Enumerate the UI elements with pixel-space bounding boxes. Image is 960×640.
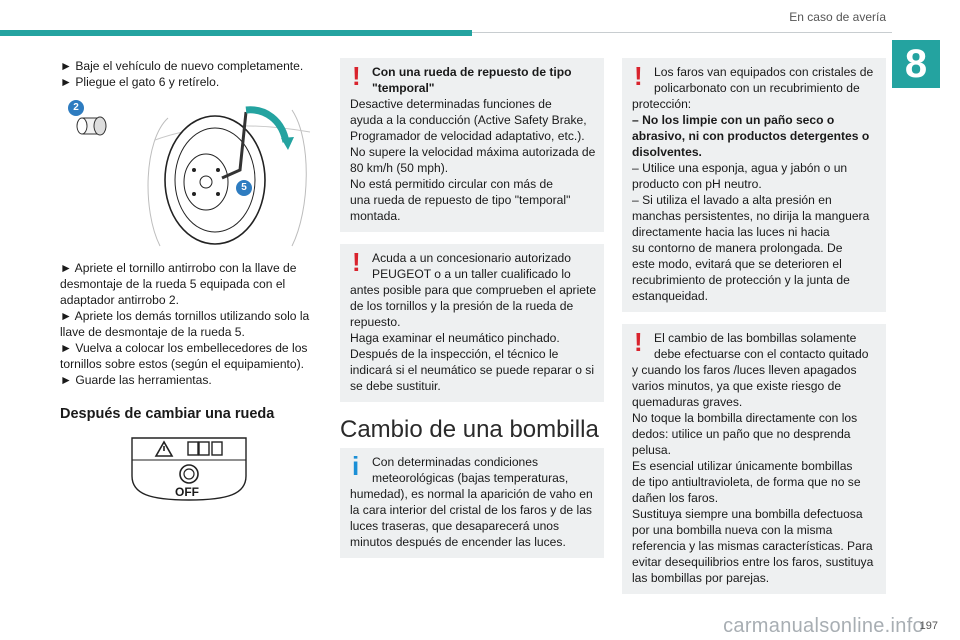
text-line: recubrimiento de protección y la junta de [632,273,850,287]
callout-5: 5 [236,180,252,196]
text-line: la cara interior del cristal de los faros y de las [350,503,592,517]
text-line: luces traseras, que desaparecerá unos [350,519,560,533]
step-line: ► Pliegue el gato 6 y retírelo. [60,75,220,89]
text-line: producto con pH neutro. [632,177,762,191]
warning-title-line: Con una rueda de repuesto de tipo [372,65,572,79]
callout-2: 2 [68,100,84,116]
text-line: policarbonato con un recubrimiento de [654,81,860,95]
text-line: Haga examinar el neumático pinchado. [350,331,560,345]
text-line: Es esencial utilizar únicamente bombillas [632,459,853,473]
step-line: ► Vuelva a colocar los embellecedores de los [60,341,308,355]
step-line: ► Guarde las herramientas. [60,373,212,387]
text-line: – Si utiliza el lavado a alta presión en [632,193,832,207]
text-line: 80 km/h (50 mph). [350,161,449,175]
column-left [60,58,318,502]
text-line: este modo, evitará que se deterioren el [632,257,842,271]
text-line: su contorno de manera prolongada. De [632,241,843,255]
bold-warning-line: disolventes. [632,145,702,159]
text-line: ayuda a la conducción (Active Safety Brake, [350,113,587,127]
warning-box-dealer [340,244,604,402]
step-line: ► Baje el vehículo de nuevo completamente. [60,59,304,73]
text-line: se debe sustituir. [350,379,441,393]
section-header-title: En caso de avería [789,10,886,24]
text-line: estanqueidad. [632,289,708,303]
info-icon: i [352,451,360,481]
text-line: de tipo antiultravioleta, de forma que no se [632,475,861,489]
text-line: indicará si el neumático se puede reparar o si [350,363,595,377]
warning-box-bulb-change [622,324,886,594]
text-line: Con determinadas condiciones [372,455,539,469]
text-line: directamente hacia las luces ni hacia [632,225,830,239]
text-line: minutos después de encender las luces. [350,535,566,549]
text-line: Después de la inspección, el técnico le [350,347,559,361]
text-line: Desactive determinadas funciones de [350,97,552,111]
text-line: Programador de velocidad adaptativo, etc.). [350,129,585,143]
instrument-panel-figure [128,436,250,502]
text-line: varios minutos, ya que existe riesgo de [632,379,842,393]
step-line: adaptador antirrobo 2. [60,293,180,307]
header-accent-bar [0,30,472,36]
text-line: PEUGEOT o a un taller cualificado lo [372,267,571,281]
text-line: dedos: utilice un paño que no desprenda [632,427,851,441]
text-line: meteorológicas (bajas temperaturas, [372,471,569,485]
warning-exclamation-icon: ! [352,247,361,277]
warning-exclamation-icon: ! [352,61,361,91]
wheel-figure [60,100,318,248]
watermark: carmanualsonline.info [723,615,924,637]
text-line: manchas persistentes, no dirija la manguera [632,209,870,223]
text-line: – Utilice una esponja, agua y jabón o un [632,161,848,175]
text-line: Los faros van equipados con cristales de [654,65,874,79]
text-line: debe efectuarse con el contacto quitado [654,347,869,361]
warning-exclamation-icon: ! [634,327,643,357]
chapter-number-badge: 8 [892,40,940,88]
section-title: Cambio de una bombilla [340,416,599,443]
page-number: 197 [919,620,938,632]
warning-box-temporal-spare [340,58,604,232]
info-box-condensation [340,448,604,558]
column-middle [340,58,604,570]
text-line: No está permitido circular con más de [350,177,553,191]
step-line: ► Apriete los demás tornillos utilizando solo la [60,309,310,323]
text-line: por una bombilla nueva con la misma [632,523,833,537]
warning-title-line: "temporal" [372,81,435,95]
text-line: El cambio de las bombillas solamente [654,331,857,345]
step-line: llave de desmontaje de la rueda 5. [60,325,245,339]
text-line: No supere la velocidad máxima autorizada de [350,145,596,159]
text-line: humedad), es normal la aparición de vaho en [350,487,593,501]
bold-warning-line: – No los limpie con un paño seco o [632,113,835,127]
off-label: OFF [175,485,199,499]
header-rule [472,32,892,33]
wheel-wrench-illustration [60,100,318,248]
text-line: una rueda de repuesto de tipo "temporal" [350,193,571,207]
text-line: referencia y las mismas características. Para [632,539,873,553]
text-line: de los tornillos y la presión de la rueda de [350,299,574,313]
step-line: desmontaje de la rueda 5 equipada con el [60,277,286,291]
warning-box-polycarbonate [622,58,886,312]
step-line: tornillos sobre estos (según el equipamiento). [60,357,305,371]
text-line: dañen los faros. [632,491,719,505]
text-line: montada. [350,209,401,223]
section-heading: Después de cambiar una rueda [60,406,275,422]
text-line: pelusa. [632,443,671,457]
instructions [60,260,318,388]
text-line: Sustituya siempre una bombilla defectuosa [632,507,863,521]
column-right [622,58,886,606]
text-line: quemaduras graves. [632,395,743,409]
text-line: No toque la bombilla directamente con los [632,411,858,425]
text-line: evitar desequilibrios entre los faros, sustituya [632,555,874,569]
text-line: protección: [632,97,692,111]
warning-exclamation-icon: ! [634,61,643,91]
step-line: ► Apriete el tornillo antirrobo con la llave de [60,261,297,275]
bold-warning-line: abrasivo, ni con productos detergentes o [632,129,870,143]
text-line: y cuando los faros /luces lleven apagados [632,363,857,377]
text-line: las bombillas por parejas. [632,571,770,585]
text-line: antes posible para que comprueben el apriete [350,283,597,297]
text-line: Acuda a un concesionario autorizado [372,251,572,265]
text-line: repuesto. [350,315,401,329]
